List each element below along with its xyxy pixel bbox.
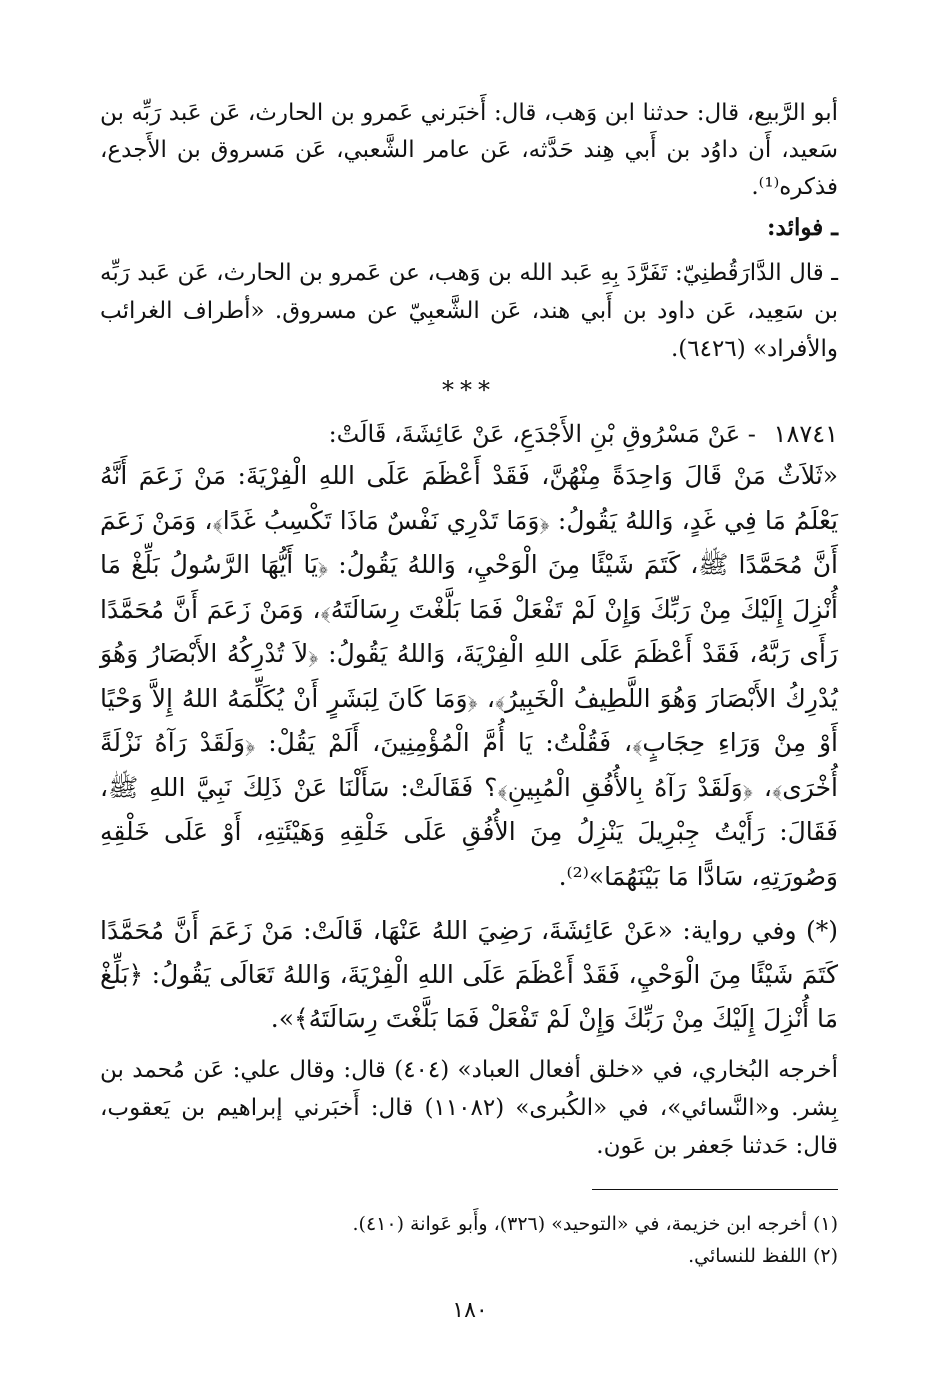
hadith-number: ١٨٧٤١ (773, 420, 838, 448)
page-number: ١٨٠ (452, 1298, 488, 1323)
footnote-2: (٢) اللفظ للنسائي. (688, 1245, 838, 1267)
footnotes (300, 1208, 838, 1272)
hadith-intro: - عَنْ مَسْرُوقِ بْنِ الأَجْدَعِ، عَنْ عَائِشَةَ، قَالَتْ: (328, 420, 756, 448)
footnote-1: (١) أخرجه ابن خزيمة، في «التوحيد» (٣٢٦)، وأَبو عَوانة (٤١٠). (352, 1213, 838, 1235)
footnote-divider (592, 1189, 838, 1190)
page-body (100, 95, 838, 1165)
top-paragraph: أبو الرَّبيع، قال: حدثنا ابن وَهب، قال: أَخبَرني عَمرو بن الحارث، عَن عَبد رَبِّه بن سَعيد، أَن داوُد بن أَبي هِند حَدَّثه، عَن عامر الشَّعبي، عَن مَسروق بن الأَجدع، فذكره⁽¹⁾. (100, 100, 838, 200)
benefit-text: ـ قال الدَّارَقُطنِيّ: تَفَرَّدَ بِهِ عَبد الله بن وَهب، عن عَمرو بن الحارث، عَن عَبد رَبِّه بن سَعِيد، عَن داود بن أَبي هند، عَن الشَّعبِيّ عن مسروق. «أطراف الغرائب والأفراد» (٦٤٢٦). (100, 260, 838, 362)
takhrij-text: أخرجه البُخاري، في «خلق أفعال العباد» (٤٠٤) قال: وقال علي: عَن مُحمد بن بِشر. و«النَّسائي»، في «الكُبرى» (١١٠٨٢) قال: أَخبَرني إبراهيم بن يَعقوب، قال: حَدثنا جَعفر بن عَون. (100, 1057, 838, 1159)
hadith-text: «ثَلاَثٌ مَنْ قَالَ وَاحِدَةً مِنْهُنَّ، فَقَدْ أَعْظَمَ عَلَى اللهِ الْفِرْيَةَ: مَنْ زَعَمَ أَنَّهُ يَعْلَمُ مَا فِي غَدٍ، وَاللهُ يَقُولُ: ﴿وَمَا تَدْرِي نَفْسٌ مَاذَا تَكْسِبُ غَدًا﴾، وَمَنْ زَعَمَ أَنَّ مُحَمَّدًا ﷺ، كَتَمَ شَيْئًا مِنَ الْوَحْيِ، وَاللهُ يَقُولُ: ﴿يَا أَيُّهَا الرَّسُولُ بَلِّغْ مَا أُنْزِلَ إِلَيْكَ مِنْ رَبِّكَ وَإِنْ لَمْ تَفْعَلْ فَمَا بَلَّغْتَ رِسَالَتَهُ﴾، وَمَنْ زَعَمَ أَنَّ مُحَمَّدًا رَأَى رَبَّهُ، فَقَدْ أَعْظَمَ عَلَى اللهِ الْفِرْيَةَ، وَاللهُ يَقُولُ: ﴿لاَ تُدْرِكُهُ الأَبْصَارُ وَهُوَ يُدْرِكُ الأَبْصَارَ وَهُوَ اللَّطِيفُ الْخَبِيرُ﴾، ﴿وَمَا كَانَ لِبَشَرٍ أَنْ يُكَلِّمَهُ اللهُ إِلاَّ وَحْيًا أَوْ مِنْ وَرَاءِ حِجَابٍ﴾، فَقُلْتُ: يَا أُمَّ الْمُؤْمِنِينَ، أَلَمْ يَقُلْ: ﴿وَلَقَدْ رَآهُ نَزْلَةً أُخْرَى﴾، ﴿وَلَقَدْ رَآهُ بِالأُفُقِ الْمُبِينِ﴾؟ فَقَالَتْ: سَأَلْنَا عَنْ ذَلِكَ نَبِيَّ اللهِ ﷺ، فَقَالَ: رَأَيْتُ جِبْرِيلَ يَنْزِلُ مِنَ الأُفُقِ عَلَى خَلْقِهِ وَهَيْئَتِهِ، أَوْ عَلَى خَلْقِهِ وَصُورَتِهِ، سَادًّا مَا بَيْنَهُمَا»⁽²⁾. (100, 461, 838, 891)
riwaya-text: (*) وفي رواية: «عَنْ عَائِشَةَ، رَضِيَ اللهُ عَنْهَا، قَالَتْ: مَنْ زَعَمَ أَنَّ مُحَمَّدًا كَتَمَ شَيْئًا مِنَ الْوَحْيِ، فَقَدْ أَعْظَمَ عَلَى اللهِ الْفِرْيَةَ، وَاللهُ تَعَالَى يَقُولُ: ﴿بَلِّغْ مَا أُنْزِلَ إِلَيْكَ مِنْ رَبِّكَ وَإِنْ لَمْ تَفْعَلْ فَمَا بَلَّغْتَ رِسَالَتَهُ﴾». (100, 916, 838, 1033)
section-separator: *** (442, 376, 496, 404)
benefits-heading: ـ فوائد: (767, 214, 838, 241)
hadith-header (100, 414, 838, 454)
